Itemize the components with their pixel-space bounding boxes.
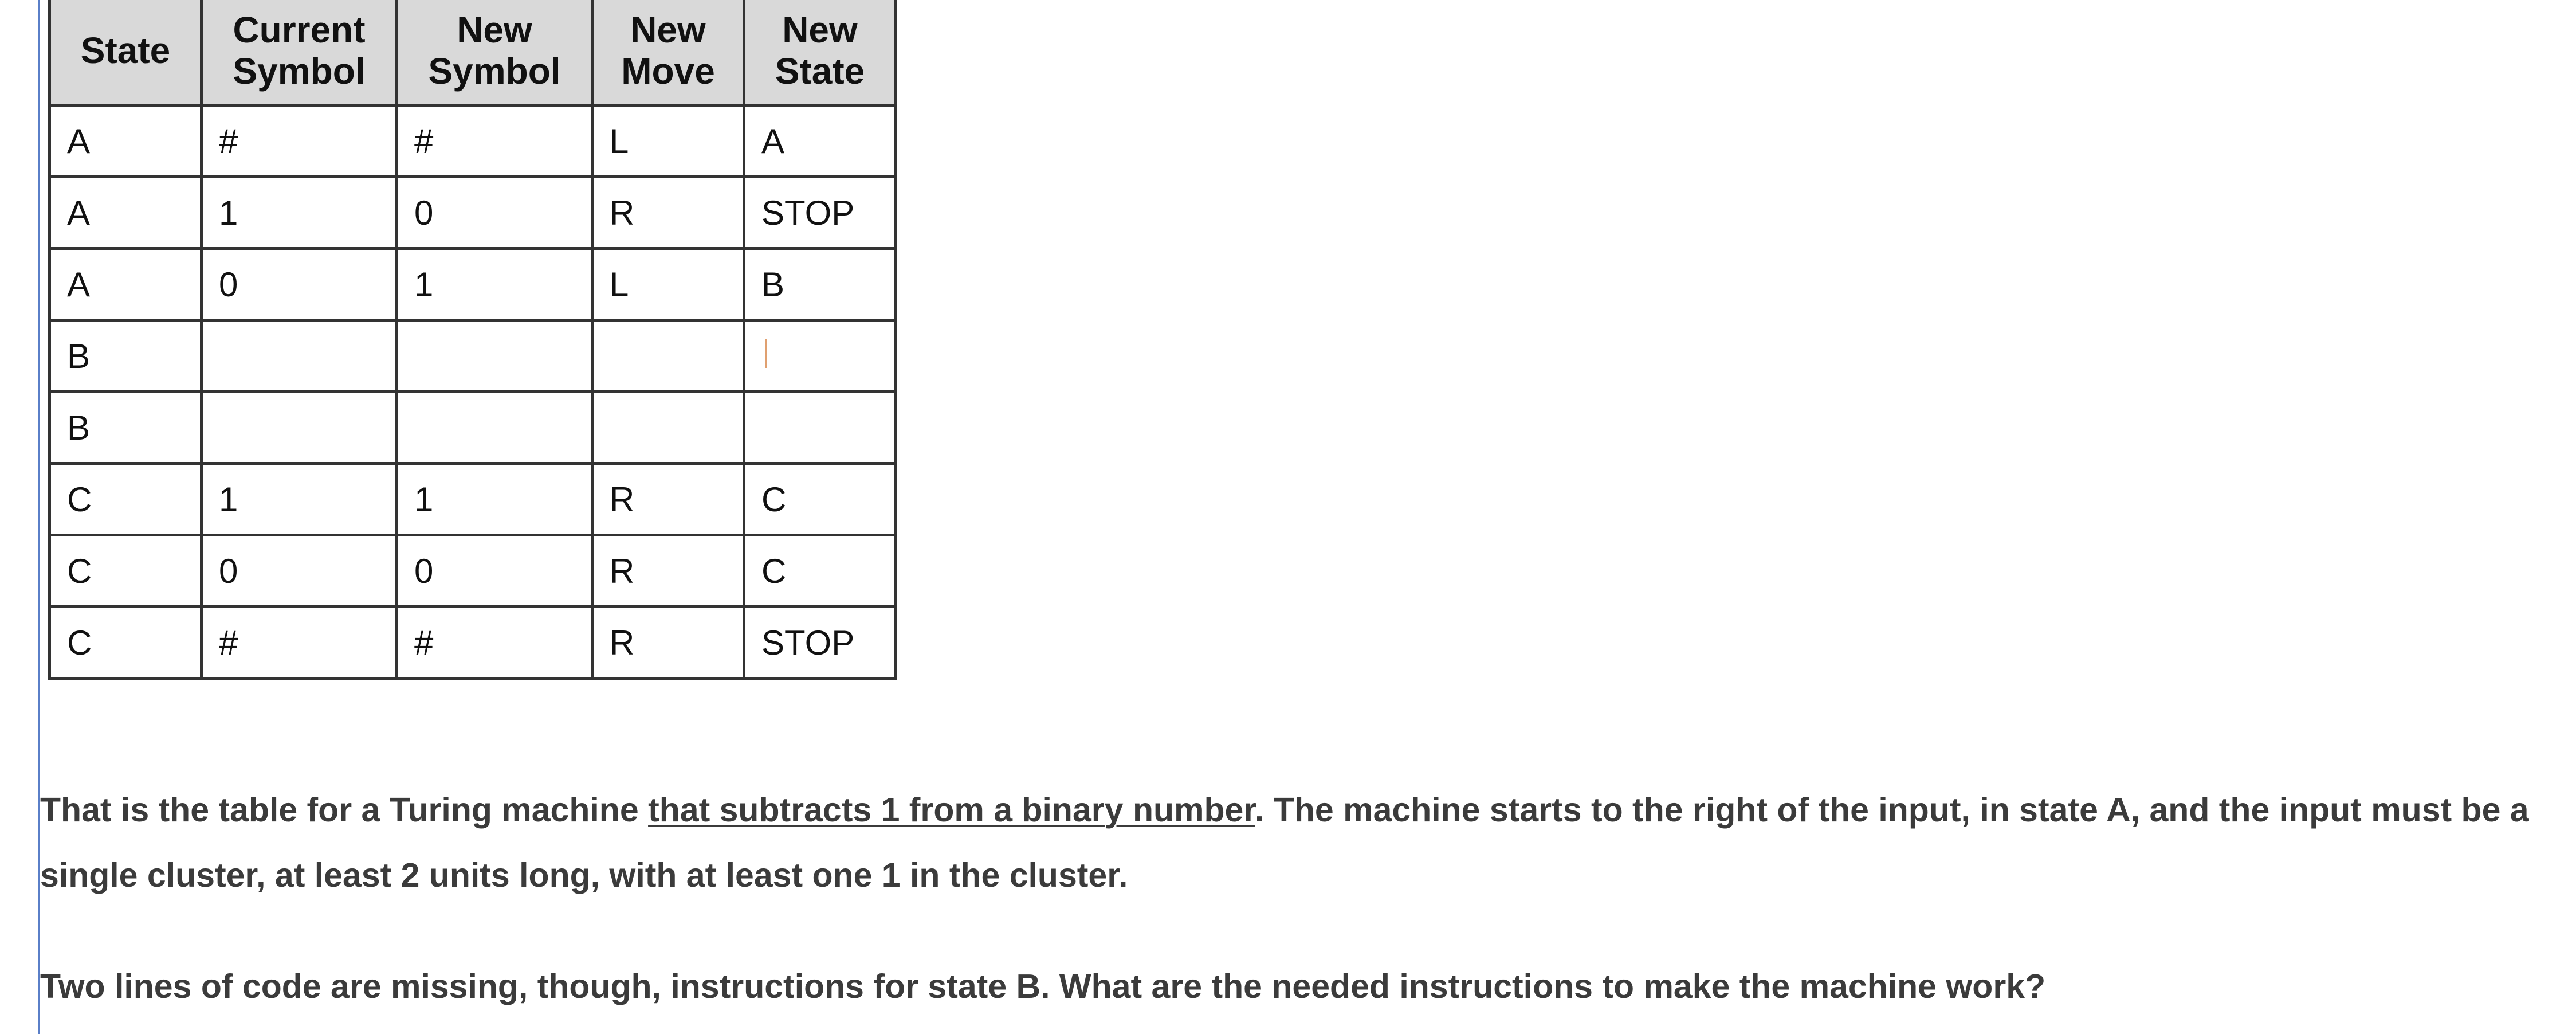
cell-new-symbol: # [397, 105, 592, 177]
cell-state: B [50, 320, 202, 392]
description-text-end: . The machine starts to the right of the input, in state A, and the input must be a single cluster, at least 2 units long, with at least one 1 in the cluster. [40, 791, 2529, 894]
cell-new-state: A [744, 105, 896, 177]
cell-new-state: C [744, 464, 896, 535]
table-row [50, 607, 896, 679]
cell-state: A [50, 249, 202, 320]
cell-new-move: R [592, 607, 744, 679]
subtract-binary-link[interactable]: that subtracts 1 from a binary number [648, 791, 1255, 829]
table-row [50, 249, 896, 320]
cell-current-symbol: 0 [202, 535, 397, 607]
cell-new-move: R [592, 464, 744, 535]
description-paragraph [40, 777, 2567, 908]
cell-state: C [50, 535, 202, 607]
cell-new-symbol: 0 [397, 177, 592, 249]
cell-new-state-blank[interactable] [744, 392, 896, 464]
cell-current-symbol-blank[interactable] [202, 392, 397, 464]
cell-current-symbol: 1 [202, 177, 397, 249]
cell-new-symbol-blank[interactable] [397, 392, 592, 464]
cell-current-symbol-blank[interactable] [202, 320, 397, 392]
cell-new-move-blank[interactable] [592, 320, 744, 392]
cell-new-move: L [592, 105, 744, 177]
header-new-symbol: New Symbol [397, 0, 592, 105]
cell-state: B [50, 392, 202, 464]
table-row [50, 535, 896, 607]
cell-current-symbol: 0 [202, 249, 397, 320]
cell-new-state: C [744, 535, 896, 607]
cell-current-symbol: 1 [202, 464, 397, 535]
header-new-move: New Move [592, 0, 744, 105]
question-paragraph: Two lines of code are missing, though, instructions for state B. What are the needed instructions to make the machine work? [40, 968, 2046, 1005]
cell-state: A [50, 105, 202, 177]
header-state: State [50, 0, 202, 105]
header-current-symbol: Current Symbol [202, 0, 397, 105]
cell-new-state: STOP [744, 177, 896, 249]
table-row [50, 392, 896, 464]
cell-new-symbol: 0 [397, 535, 592, 607]
cell-state: C [50, 464, 202, 535]
cell-new-move-blank[interactable] [592, 392, 744, 464]
cell-new-symbol: 1 [397, 249, 592, 320]
cell-new-move: L [592, 249, 744, 320]
cell-new-state: B [744, 249, 896, 320]
cell-current-symbol: # [202, 607, 397, 679]
turing-table [48, 0, 897, 680]
table-row [50, 320, 896, 392]
cell-current-symbol: # [202, 105, 397, 177]
table-row [50, 177, 896, 249]
header-new-state: New State [744, 0, 896, 105]
table-row [50, 105, 896, 177]
table-header-row [50, 0, 896, 105]
cell-new-state-blank[interactable] [744, 320, 896, 392]
cell-new-move: R [592, 535, 744, 607]
table-row [50, 464, 896, 535]
cell-state: A [50, 177, 202, 249]
cell-state: C [50, 607, 202, 679]
cell-new-symbol: 1 [397, 464, 592, 535]
description-text-start: That is the table for a Turing machine [40, 791, 649, 829]
cell-new-move: R [592, 177, 744, 249]
cell-new-symbol: # [397, 607, 592, 679]
cell-new-symbol-blank[interactable] [397, 320, 592, 392]
cell-new-state: STOP [744, 607, 896, 679]
text-cursor [765, 339, 767, 368]
